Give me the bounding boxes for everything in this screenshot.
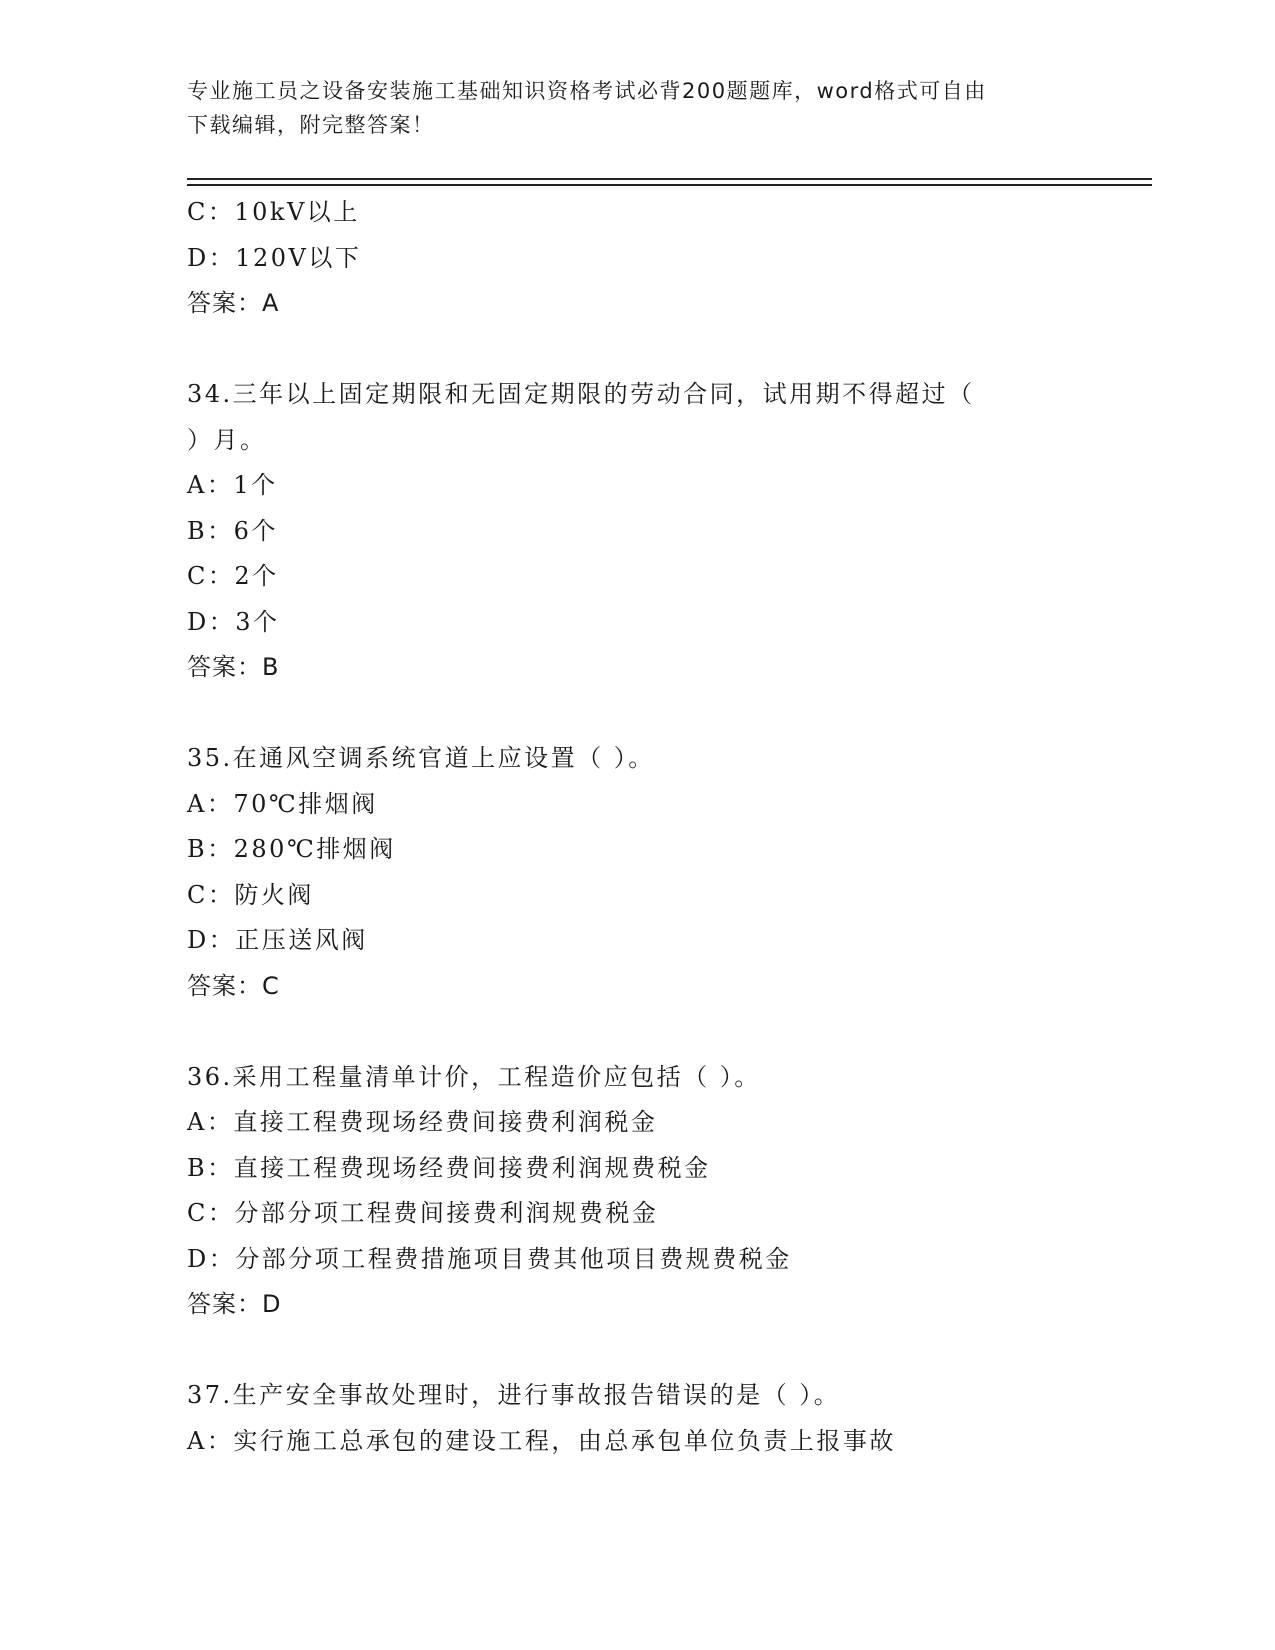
question-stem: 36.采用工程量清单计价，工程造价应包括（ ）。 [187,1062,761,1091]
answer: 答案：B [187,653,280,681]
question-36 [187,1055,1152,1328]
question-34 [187,372,1152,691]
question-35 [187,736,1152,1009]
answer: 答案：C [187,971,280,1000]
option-c: C：2个 [187,562,279,590]
question-stem: ）月。 [187,425,267,454]
spacer [187,1009,1152,1055]
option-b: B：280℃排烟阀 [187,835,396,863]
question-37 [187,1373,1152,1464]
option-d: D：120V以下 [187,243,362,272]
spacer [187,327,1152,373]
header-line-2: 下载编辑，附完整答案！ [187,113,435,137]
answer: 答案：A [187,289,280,317]
question-stem: 37.生产安全事故处理时，进行事故报告错误的是（ ）。 [187,1381,841,1409]
option-d: D：正压送风阀 [187,926,368,954]
spacer [187,691,1152,737]
option-b: B：直接工程费现场经费间接费利润规费税金 [187,1153,711,1182]
question-stem: 35.在通风空调系统官道上应设置（ ）。 [187,744,655,772]
header-line-1: 专业施工员之设备安装施工基础知识资格考试必背200题题库，word格式可自由 [187,79,987,103]
question-list [187,190,1152,1464]
answer: 答案：D [187,1290,282,1318]
document-header [187,74,1067,142]
option-c: C：防火阀 [187,880,314,909]
header-divider-bottom [187,184,1152,186]
option-c: C：分部分项工程费间接费利润规费税金 [187,1199,659,1227]
option-c: C：10kV以上 [187,198,360,226]
option-a: A：直接工程费现场经费间接费利润税金 [187,1108,658,1136]
question-stem: 34.三年以上固定期限和无固定期限的劳动合同，试用期不得超过（ [187,380,975,408]
option-a: A：1个 [187,471,278,499]
option-d: D：3个 [187,607,280,636]
question-33-continued [187,190,1152,327]
header-divider-top [187,178,1152,180]
spacer [187,1328,1152,1374]
option-a: A：实行施工总承包的建设工程，由总承包单位负责上报事故 [187,1426,896,1455]
option-b: B：6个 [187,516,278,545]
option-a: A：70℃排烟阀 [187,789,378,818]
option-d: D：分部分项工程费措施项目费其他项目费规费税金 [187,1244,792,1273]
